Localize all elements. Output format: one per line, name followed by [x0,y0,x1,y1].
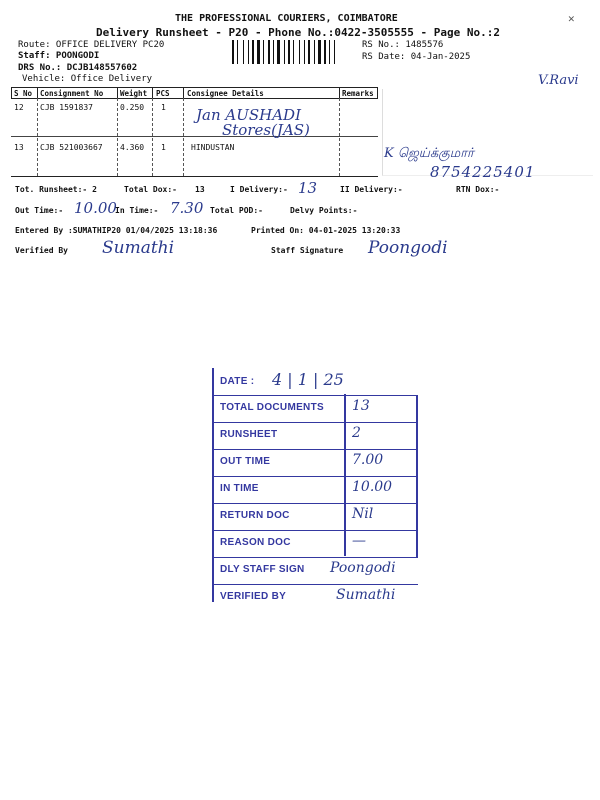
barcode-bar [329,40,330,64]
barcode-bar [271,40,272,64]
out-time-label: Out Time:- [15,206,64,215]
barcode-bar [243,40,244,64]
total-pod-label: Total POD:- [210,206,263,215]
hand-consignee-line2: Stores(JAS) [222,121,310,139]
stamp-label-reason-doc: REASON DOC [220,537,291,548]
row-13-consignee: HINDUSTAN [191,143,235,152]
barcode-bar [295,40,298,64]
barcode-bar [255,40,256,64]
barcode-bar [248,40,249,64]
barcode-bar [250,40,251,64]
header-sno: S No [14,89,33,98]
route-label: Route: OFFICE DELIVERY PC20 [18,40,165,50]
company-name: THE PROFESSIONAL COURIERS, COIMBATORE [175,13,398,24]
stamp-right-border [416,395,418,557]
barcode-bar [257,40,260,64]
barcode-bar [301,40,303,64]
stamp-value-runsheet: 2 [352,425,361,441]
barcode-bar [275,40,276,64]
tot-runsheet: Tot. Runsheet:- 2 [15,185,97,194]
stamp-label-out-time: OUT TIME [220,456,271,467]
barcode-bar [286,40,287,64]
delvy-points-label: Delvy Points:- [290,206,358,215]
stamp-value-dly-staff-sign: Poongodi [330,560,396,576]
stamp-row-runsheet [212,422,418,450]
ii-delivery-label: II Delivery:- [340,185,403,194]
stamp-row-reason-doc [212,530,418,558]
total-dox-value: 13 [195,185,205,194]
runsheet-subtitle: Delivery Runsheet - P20 - Phone No.:0422-3505555 - Page No.:2 [96,26,500,39]
barcode-bar [299,40,300,64]
barcode-bar [316,40,317,64]
verified-by-label: Verified By [15,246,68,255]
barcode-bar [288,40,290,64]
barcode-bar [293,40,294,64]
out-time-hand: 10.00 [74,199,117,217]
staff-label: Staff: POONGODI [18,51,100,61]
header-pcs: PCS [156,89,170,98]
stamp-label-total-documents: TOTAL DOCUMENTS [220,402,324,413]
barcode [232,40,354,64]
barcode-bar [311,40,313,64]
barcode-bar [261,40,262,64]
barcode-bar [306,40,307,64]
barcode-bar [263,40,264,64]
staff-signature-label: Staff Signature [271,246,344,255]
i-delivery-hand: 13 [298,179,318,197]
total-dox-label: Total Dox:- [124,185,177,194]
barcode-bar [322,40,323,64]
stamp-value-out-time: 7.00 [352,452,384,468]
delivery-stamp [212,368,418,612]
barcode-bar [237,40,238,64]
stamp-label-runsheet: RUNSHEET [220,429,278,440]
i-delivery-label: I Delivery:- [230,185,288,194]
barcode-bar [252,40,254,64]
stamp-row-return-doc [212,503,418,531]
hand-receiver-phone: 8754225401 [430,163,536,181]
rs-date: RS Date: 04-Jan-2025 [362,52,471,62]
stamp-label-dly-staff-sign: DLY STAFF SIGN [220,564,305,575]
header-weight: Weight [120,89,148,98]
barcode-bar [331,40,333,64]
verified-by-signature: Sumathi [102,238,175,258]
stamp-value-return-doc: Nil [352,506,374,522]
barcode-bar [277,40,280,64]
printed-on: Printed On: 04-01-2025 13:20:33 [251,226,401,235]
stamp-row-in-time [212,476,418,504]
stamp-value-reason-doc: — [352,533,366,549]
stamp-date-value: 4 | 1 | 25 [272,370,344,389]
barcode-bar [245,40,247,64]
row-12-consignment: CJB 1591837 [40,103,93,112]
staff-signature: Poongodi [368,238,448,258]
stamp-label-return-doc: RETURN DOC [220,510,290,521]
stamp-divider [344,394,346,556]
stamp-date-label: DATE : [220,376,255,387]
stamp-row-out-time [212,449,418,477]
vehicle-label: Vehicle: Office Delivery [22,74,153,84]
row-12-sno: 12 [14,103,24,112]
row-13-weight: 4.360 [120,143,145,152]
hand-consignee-line1: Jan AUSHADI [196,106,301,124]
entered-by: Entered By :SUMATHIP20 01/04/2025 13:18:36 [15,226,218,235]
stamp-value-verified-by: Sumathi [336,587,396,603]
in-time-hand: 7.30 [170,199,204,217]
header-consignee: Consignee Details [187,89,264,98]
rtn-dox-label: RTN Dox:- [456,185,500,194]
hand-receiver-name: K ஜெய்க்குமார் [384,146,474,161]
row-13-sno: 13 [14,143,24,152]
barcode-bar [235,40,236,64]
stamp-date-row [212,368,418,395]
barcode-bar [239,40,242,64]
barcode-bar [308,40,310,64]
barcode-bar [232,40,234,64]
stamp-label-verified-by: VERIFIED BY [220,591,287,602]
barcode-bar [334,40,335,64]
row-12-pcs: 1 [161,103,166,112]
barcode-bar [324,40,326,64]
hand-signature-top: V.Ravi [538,73,579,88]
stamp-value-in-time: 10.00 [352,479,393,495]
barcode-bar [265,40,267,64]
stamp-value-total-documents: 13 [352,398,370,414]
stamp-row-verified-by [212,584,418,612]
stamp-left-border [212,368,214,602]
barcode-bar [268,40,270,64]
barcode-bar [281,40,283,64]
barcode-bar [284,40,285,64]
corner-mark: ✕ [568,12,575,25]
stamp-row-dly-staff-sign [212,557,418,585]
barcode-bar [327,40,328,64]
row-13-pcs: 1 [161,143,166,152]
barcode-bar [304,40,305,64]
barcode-bar [336,40,337,64]
stamp-label-in-time: IN TIME [220,483,259,494]
barcode-bar [314,40,315,64]
row-12-weight: 0.250 [120,103,145,112]
header-consignment: Consignment No [40,89,104,98]
stamp-row-total-documents [212,395,418,423]
runsheet-table [11,87,378,177]
barcode-bar [291,40,292,64]
in-time-label: In Time:- [115,206,159,215]
barcode-bar [318,40,321,64]
barcode-bar [273,40,274,64]
row-13-consignment: CJB 521003667 [40,143,103,152]
drs-number: DRS No.: DCJB148557602 [18,63,138,73]
rs-number: RS No.: 1485576 [362,40,444,50]
header-remarks: Remarks [342,89,374,98]
